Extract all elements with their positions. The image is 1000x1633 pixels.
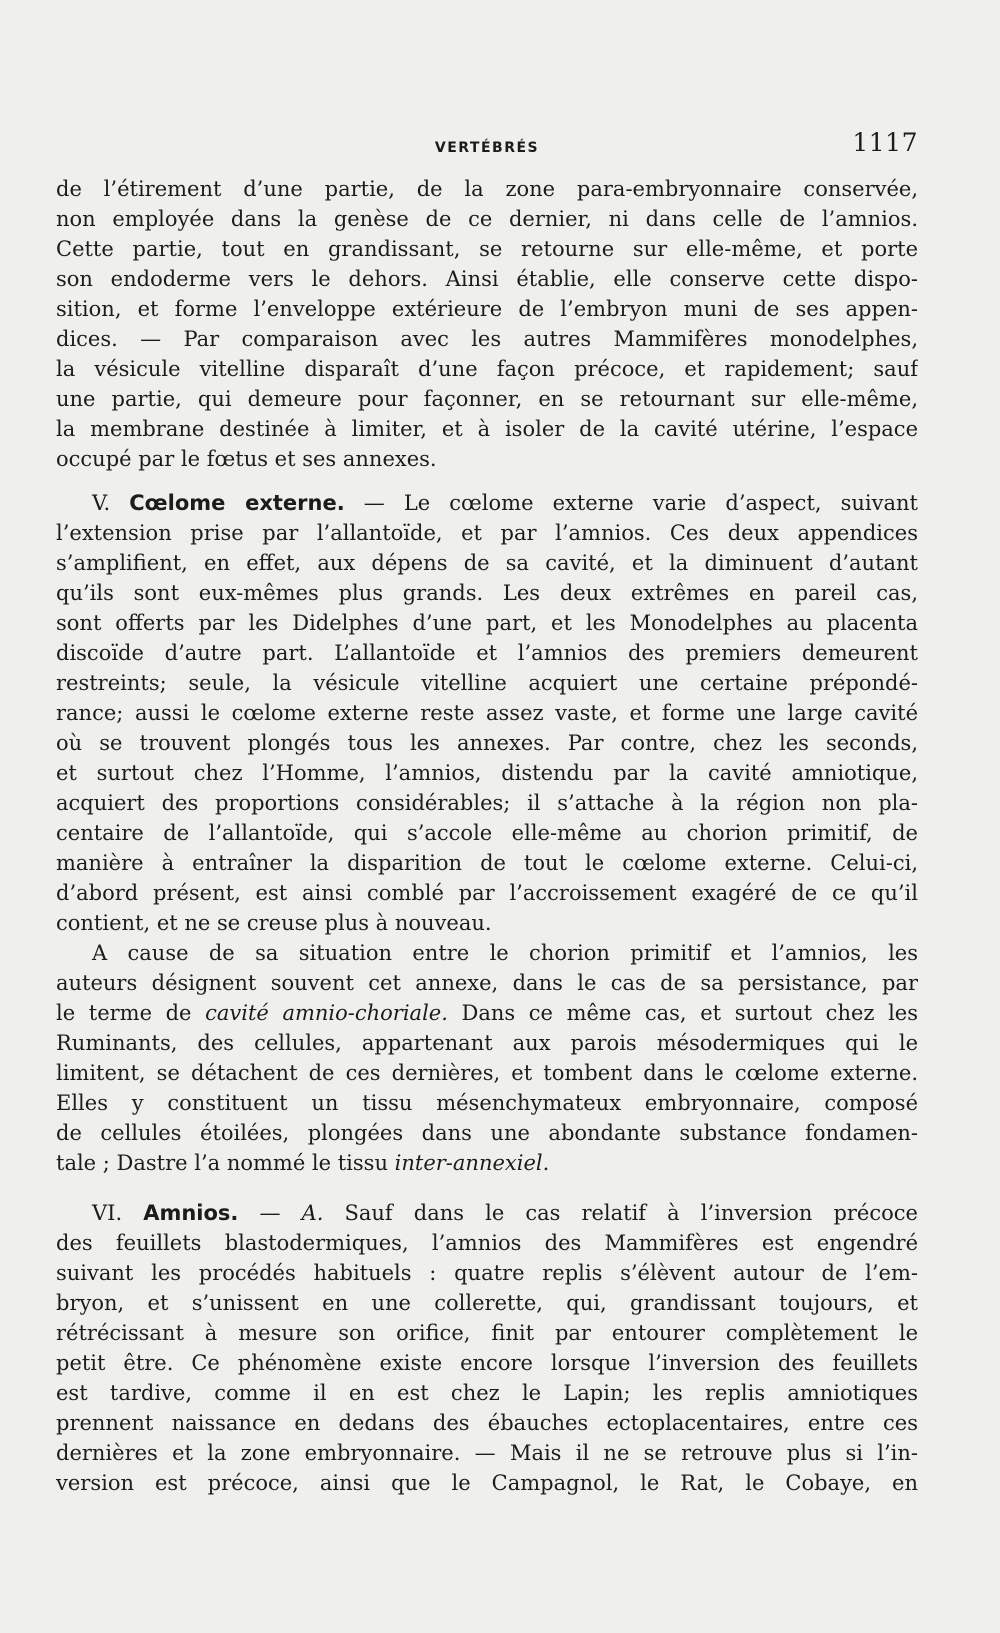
text-line: est tardive, comme il en est chez le Lapin; les replis amniotiques (56, 1381, 918, 1405)
page-number: 1117 (852, 128, 918, 157)
text-line: s’amplifient, en effet, aux dépens de sa cavité, et la diminuent d’autant (56, 551, 918, 575)
text-line: Cette partie, tout en grandissant, se retourne sur elle-même, et porte (56, 237, 918, 261)
text-line: Ruminants, des cellules, appartenant aux parois mésodermiques qui le (56, 1031, 918, 1055)
text-line: bryon, et s’unissent en une collerette, qui, grandissant toujours, et (56, 1291, 918, 1315)
italic-term: cavité amnio-choriale. (205, 1001, 448, 1025)
text-line: dices. — Par comparaison avec les autres Mammifères monodelphes, (56, 327, 918, 351)
text-line: rance; aussi le cœlome externe reste assez vaste, et forme une large cavité (56, 701, 918, 725)
paragraph-continuation (56, 174, 918, 474)
text-line: acquiert des proportions considérables; il s’attache à la région non pla- (56, 791, 918, 815)
section-coelome-externe (56, 488, 918, 938)
section-heading-line (56, 1198, 918, 1228)
text-line: contient, et ne se creuse plus à nouveau. (56, 911, 492, 935)
section-amnios (56, 1198, 918, 1498)
text-line: non employée dans la genèse de ce dernier, ni dans celle de l’amnios. (56, 207, 918, 231)
text-line: version est précoce, ainsi que le Campagnol, le Rat, le Cobaye, en (56, 1471, 918, 1495)
section-number: V. (92, 491, 111, 515)
subsection-label: A. (301, 1201, 324, 1225)
text-line: dernières et la zone embryonnaire. — Mais il ne se retrouve plus si l’in- (56, 1441, 918, 1465)
text-line: Elles y constituent un tissu mésenchymateux embryonnaire, composé (56, 1091, 918, 1115)
text-line: des feuillets blastodermiques, l’amnios des Mammifères est engendré (56, 1231, 918, 1255)
text-fragment: tale ; Dastre l’a nommé le tissu (56, 1151, 395, 1175)
em-dash: — (363, 491, 385, 515)
section-first-line: Le cœlome externe varie d’aspect, suivant (403, 491, 918, 515)
text-fragment: Dans ce même cas, et surtout chez les (447, 1001, 918, 1025)
text-line: auteurs désignent souvent cet annexe, dans le cas de sa persistance, par (56, 971, 918, 995)
running-head (56, 128, 918, 168)
text-line: limitent, se détachent de ces dernières, et tombent dans le cœlome externe. (56, 1061, 918, 1085)
section-gap (56, 1178, 918, 1198)
text-line: l’extension prise par l’allantoïde, et par l’amnios. Ces deux appendices (56, 521, 918, 545)
section-title: Amnios. (143, 1201, 239, 1225)
section-title: Cœlome externe. (129, 491, 345, 515)
text-line: suivant les procédés habituels : quatre replis s’élèvent autour de l’em- (56, 1261, 918, 1285)
text-line: restreints; seule, la vésicule vitelline acquiert une certaine prépondé- (56, 671, 918, 695)
italic-term: inter-annexiel. (394, 1151, 550, 1175)
section-first-line: Sauf dans le cas relatif à l’inversion précoce (344, 1201, 918, 1225)
body-text (56, 174, 918, 1498)
text-line: manière à entraîner la disparition de tout le cœlome externe. Celui-ci, (56, 851, 918, 875)
text-line (56, 998, 918, 1028)
text-line: rétrécissant à mesure son orifice, finit par entourer complètement le (56, 1321, 918, 1345)
text-line: discoïde d’autre part. L’allantoïde et l’amnios des premiers demeurent (56, 641, 918, 665)
section-number: VI. (92, 1201, 123, 1225)
text-line (56, 1148, 918, 1178)
text-line: centaire de l’allantoïde, qui s’accole elle-même au chorion primitif, de (56, 821, 918, 845)
section-heading-line (56, 488, 918, 518)
text-line: une partie, qui demeure pour façonner, en se retournant sur elle-même, (56, 387, 918, 411)
text-line: prennent naissance en dedans des ébauches ectoplacentaires, entre ces (56, 1411, 918, 1435)
text-fragment: le terme de (56, 1001, 206, 1025)
em-dash: — (259, 1201, 281, 1225)
section-gap (56, 474, 918, 488)
text-line: qu’ils sont eux-mêmes plus grands. Les deux extrêmes en pareil cas, (56, 581, 918, 605)
text-line: occupé par le fœtus et ses annexes. (56, 447, 437, 471)
text-line: la membrane destinée à limiter, et à isoler de la cavité utérine, l’espace (56, 417, 918, 441)
text-line: sont offerts par les Didelphes d’une part, et les Monodelphes au placenta (56, 611, 918, 635)
text-line: de l’étirement d’une partie, de la zone para-embryonnaire conservée, (56, 177, 918, 201)
text-line: petit être. Ce phénomène existe encore lorsque l’inversion des feuillets (56, 1351, 918, 1375)
running-title: VERTÉBRÉS (434, 140, 540, 156)
text-line: A cause de sa situation entre le chorion primitif et l’amnios, les (92, 941, 918, 965)
paragraph-cavite-amnio-choriale (56, 938, 918, 1178)
text-line: son endoderme vers le dehors. Ainsi établie, elle conserve cette dispo- (56, 267, 918, 291)
text-line: de cellules étoilées, plongées dans une abondante substance fondamen- (56, 1121, 918, 1145)
text-line: où se trouvent plongés tous les annexes. Par contre, chez les seconds, (56, 731, 918, 755)
text-line: la vésicule vitelline disparaît d’une façon précoce, et rapidement; sauf (56, 357, 918, 381)
text-line: et surtout chez l’Homme, l’amnios, distendu par la cavité amniotique, (56, 761, 918, 785)
text-line: sition, et forme l’enveloppe extérieure de l’embryon muni de ses appen- (56, 297, 918, 321)
text-line: d’abord présent, est ainsi comblé par l’accroissement exagéré de ce qu’il (56, 881, 918, 905)
